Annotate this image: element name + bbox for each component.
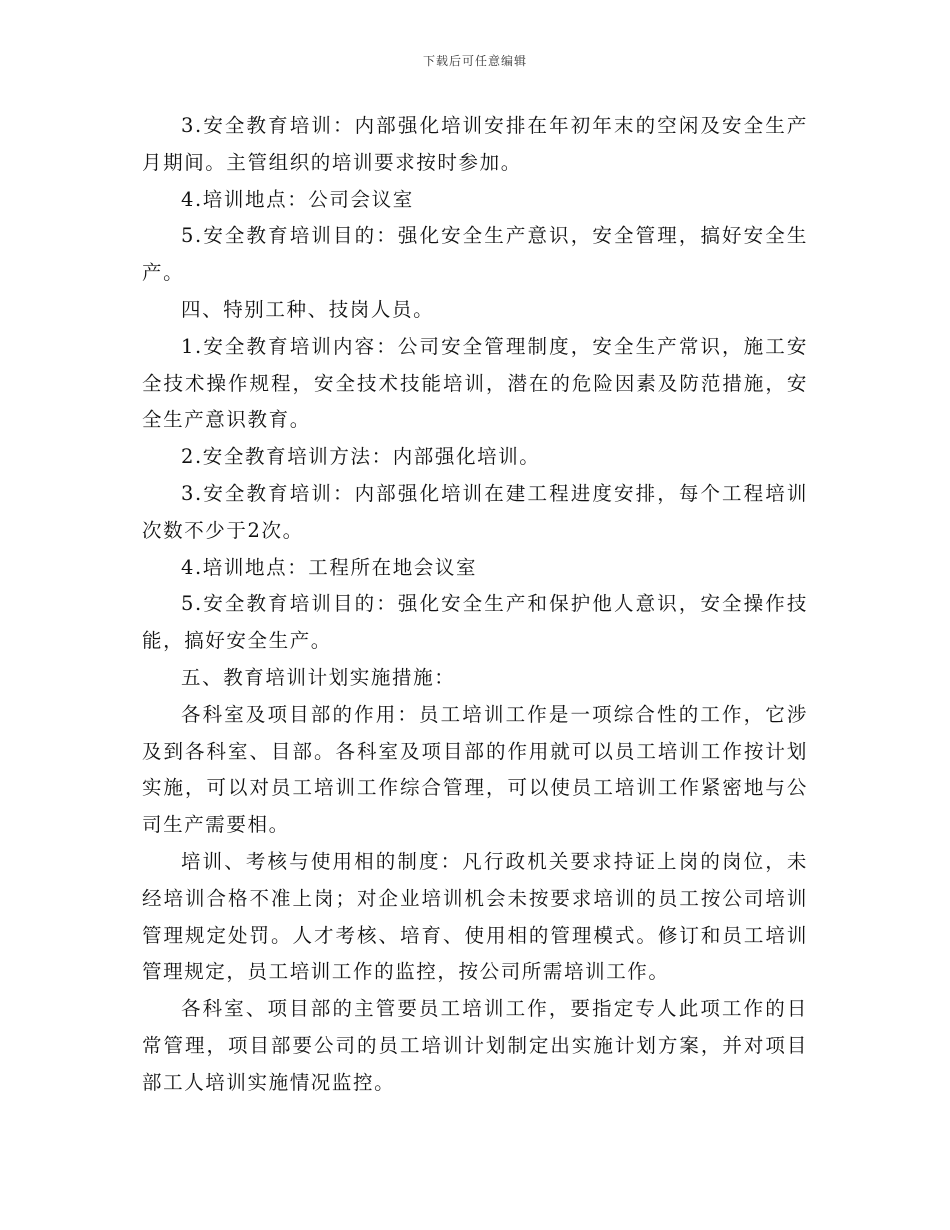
paragraph: 4.培训地点：工程所在地会议室 [181, 555, 478, 579]
paragraph: 3.安全教育培训：内部强化培训安排在年初年末的空闲及安全生产月期间。主管组织的培训要求按时参加。 [142, 114, 808, 174]
page-header-note: 下载后可任意编辑 [422, 54, 527, 68]
paragraph: 各科室、项目部的主管要员工培训工作，要指定专人此项工作的日常管理，项目部要公司的员工培训计划制定出实施计划方案，并对项目部工人培训实施情况监控。 [142, 997, 808, 1094]
paragraph: 各科室及项目部的作用：员工培训工作是一项综合性的工作，它涉及到各科室、目部。各科室及项目部的作用就可以员工培训工作按计划实施，可以对员工培训工作综合管理，可以使员工培训工作紧密地与公司生产需要相。 [142, 702, 808, 837]
paragraph: 3.安全教育培训：内部强化培训在建工程进度安排，每个工程培训次数不少于2次。 [142, 481, 808, 542]
paragraph: 5.安全教育培训目的：强化安全生产和保护他人意识，安全操作技能，搞好安全生产。 [142, 592, 808, 653]
section-heading: 五、教育培训计划实施措施： [181, 665, 456, 689]
paragraph: 2.安全教育培训方法：内部强化培训。 [181, 445, 541, 469]
paragraph: 1.安全教育培训内容：公司安全管理制度，安全生产常识，施工安全技术操作规程，安全技术技能培训，潜在的危险因素及防范措施，安全生产意识教育。 [142, 334, 808, 432]
paragraph: 4.培训地点：公司会议室 [181, 187, 414, 211]
section-heading: 四、特别工种、技岗人员。 [181, 297, 435, 321]
document-body [142, 108, 808, 1102]
paragraph: 培训、考核与使用相的制度：凡行政机关要求持证上岗的岗位，未经培训合格不准上岗；对企业培训机会未按要求培训的员工按公司培训管理规定处罚。人才考核、培育、使用相的管理模式。修订和员工培训管理规定，员工培训工作的监控，按公司所需培训工作。 [142, 849, 808, 984]
paragraph: 5.安全教育培训目的：强化安全生产意识，安全管理，搞好安全生产。 [142, 224, 808, 285]
